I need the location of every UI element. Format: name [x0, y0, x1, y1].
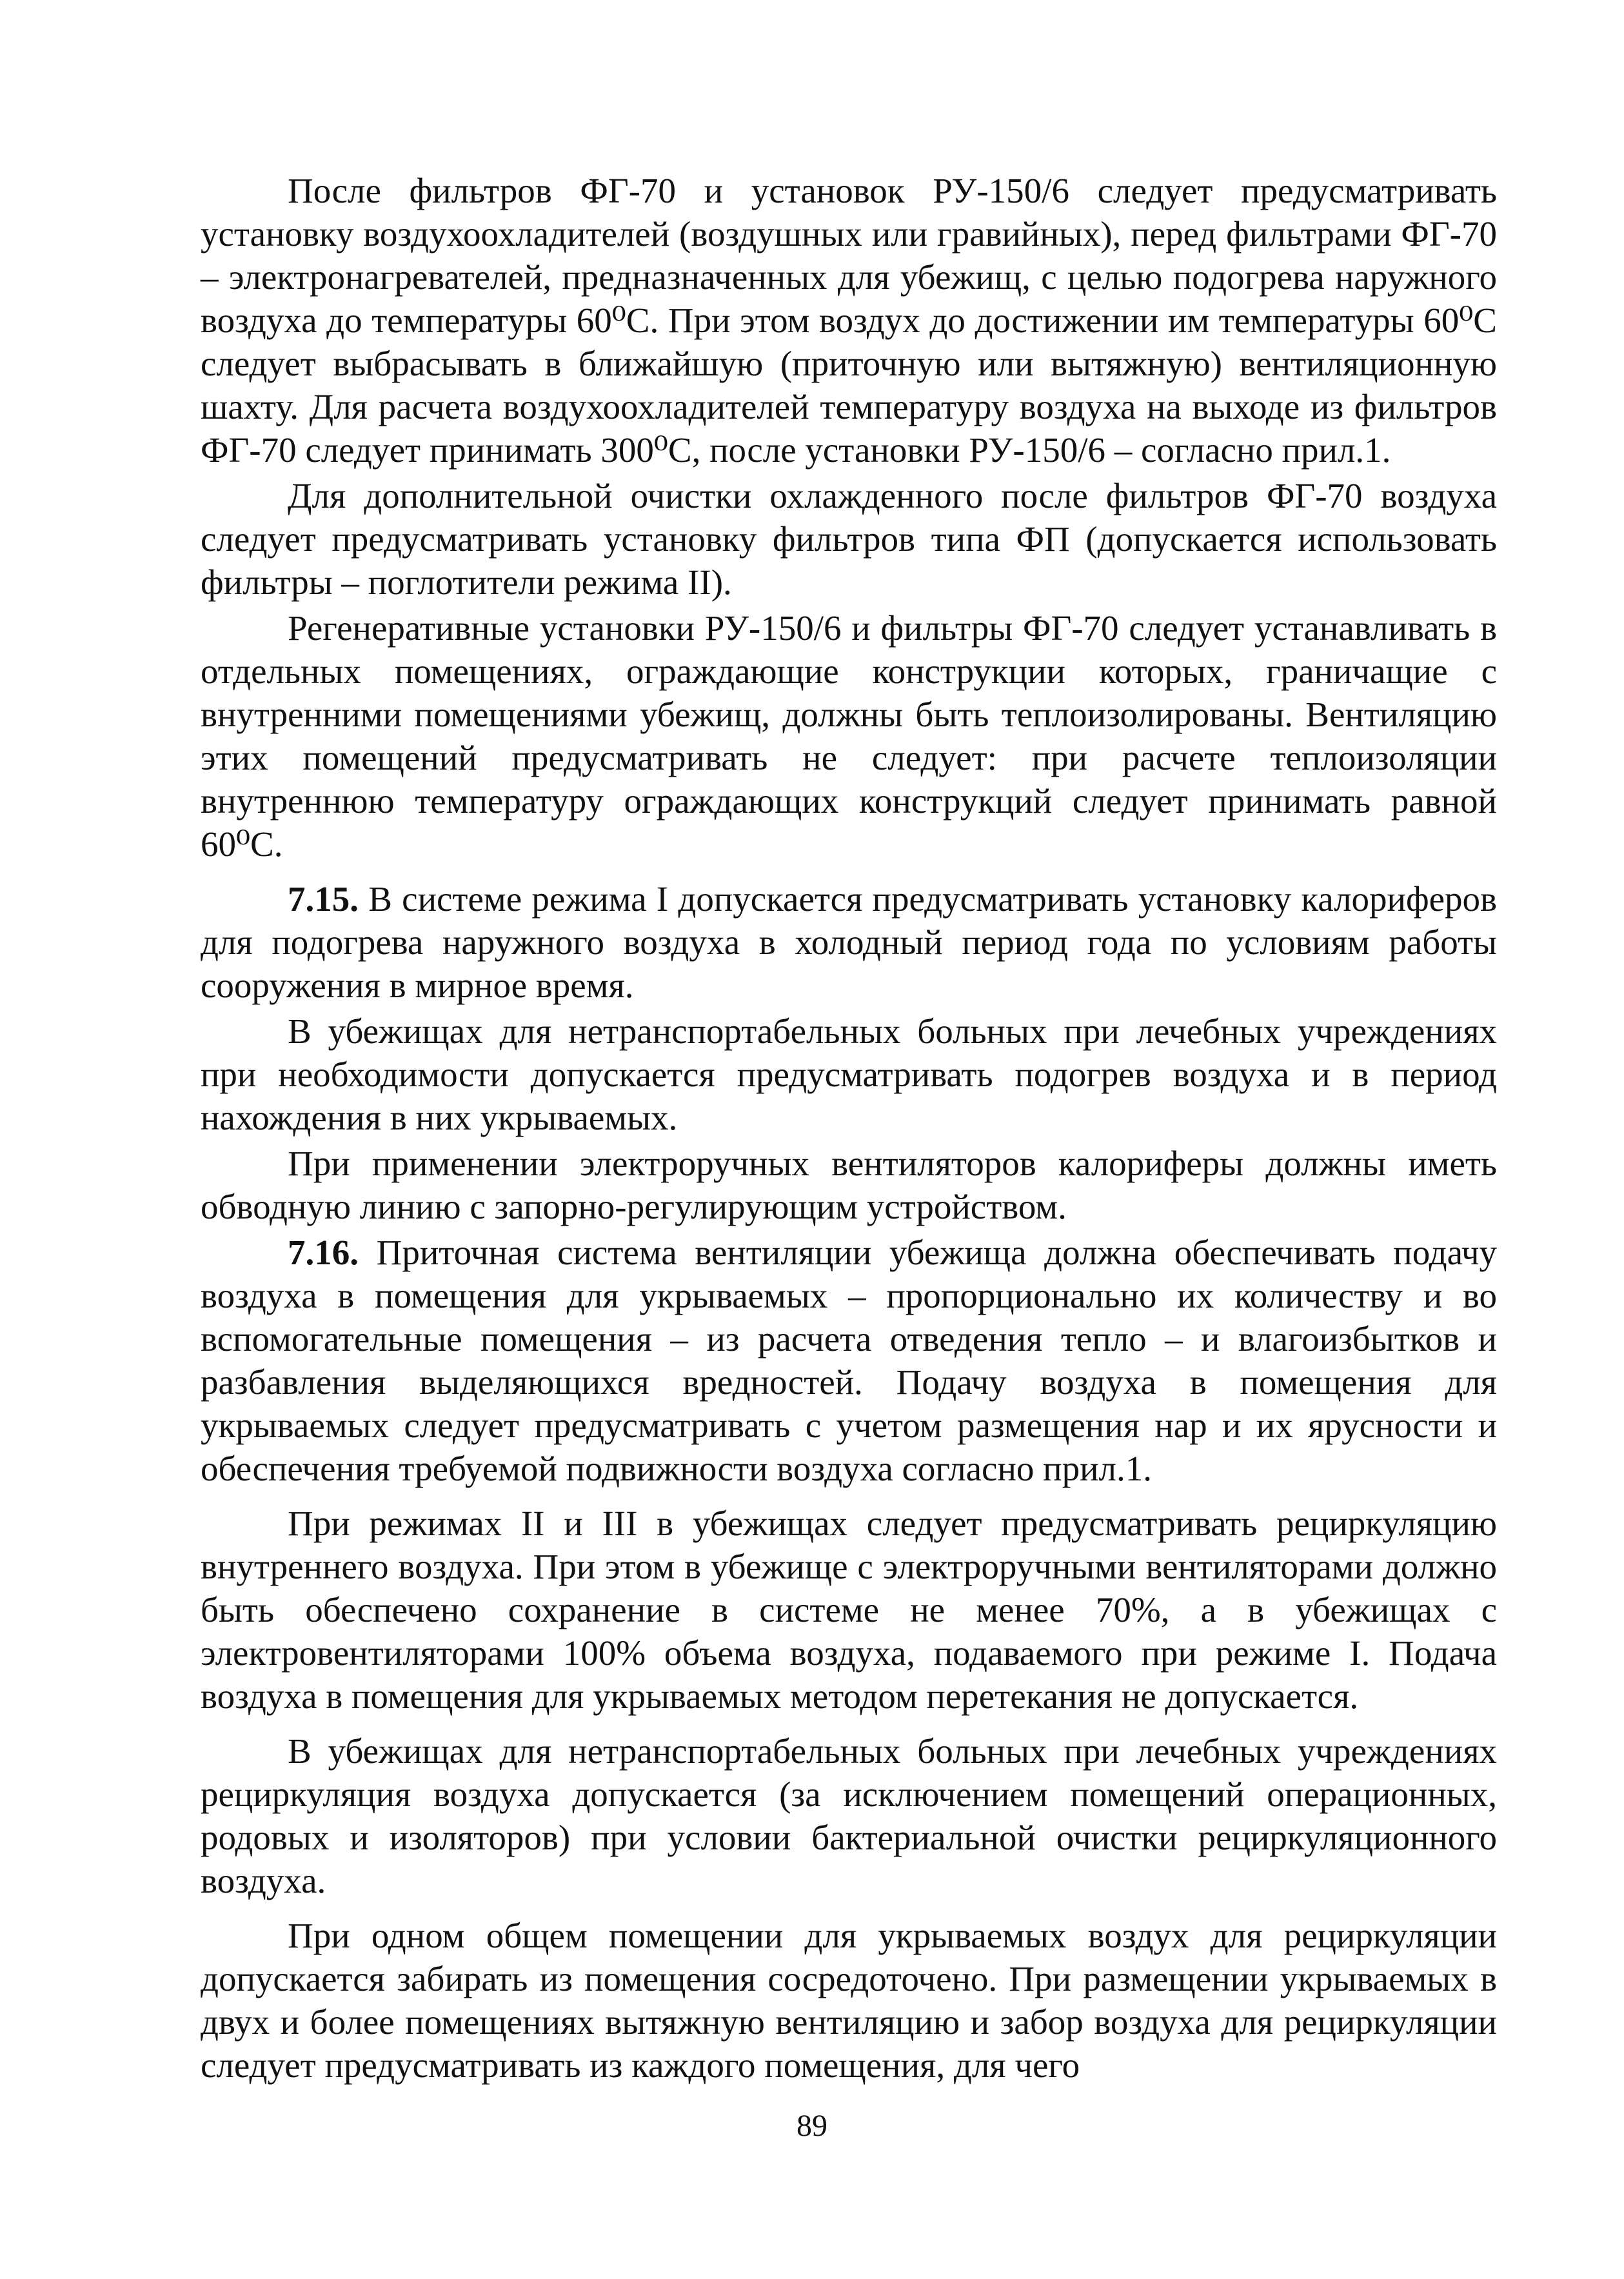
paragraph: [201, 606, 1497, 866]
paragraph: [201, 1914, 1497, 2087]
paragraph: [201, 1729, 1497, 1902]
paragraph: [201, 474, 1497, 604]
paragraph-text: В убежищах для нетранспортабельных больных при лечебных учреждениях рециркуляция воздуха допускается (за исключением помещений операционных, родовых и изоляторов) при условии бактериальной очистки рециркуляционного воздуха.: [201, 1731, 1497, 1900]
paragraph: [201, 1010, 1497, 1139]
paragraph-text: В системе режима I допускается предусматривать установку калориферов для подогрева наружного воздуха в холодный период года по условиям работы сооружения в мирное время.: [201, 879, 1498, 1005]
paragraph-text: Приточная система вентиляции убежища должна обеспечивать подачу воздуха в помещения для укрываемых – пропорционально их количеству и во вспомогательные помещения – из расчета отведения тепло – и влагоизбытков и разбавления выделяющихся вредностей. Подачу воздуха в помещения для укрываемых следует предусматривать с учетом размещения нар и их ярусности и обеспечения требуемой подвижности воздуха согласно прил.1.: [201, 1233, 1497, 1488]
section-paragraph: [201, 877, 1497, 1007]
paragraph-text: Регенеративные установки РУ-150/6 и фильтры ФГ-70 следует устанавливать в отдельных помещениях, ограждающие конструкции которых, граничащие с внутренними помещениями убежищ, должны быть теплоизолированы. Вентиляцию этих помещений предусматривать не следует: при расчете теплоизоляции внутреннюю температуру ограждающих конструкций следует принимать равной 60⁰С.: [201, 608, 1497, 864]
paragraph-text: Для дополнительной очистки охлажденного после фильтров ФГ-70 воздуха следует предусматривать установку фильтров типа ФП (допускается использовать фильтры – поглотители режима II).: [201, 476, 1497, 602]
paragraph-text: При применении электроручных вентиляторов калориферы должны иметь обводную линию с запорно-регулирующим устройством.: [201, 1144, 1497, 1226]
paragraph: [201, 1502, 1497, 1718]
paragraph-text: При режимах II и III в убежищах следует предусматривать рециркуляцию внутреннего воздуха. При этом в убежище с электроручными вентиляторами должно быть обеспечено сохранение в системе не менее 70%, а в убежищах с электровентиляторами 100% объема воздуха, подаваемого при режиме I. Подача воздуха в помещения для укрываемых методом перетекания не допускается.: [201, 1504, 1497, 1716]
section-number: 7.15.: [288, 879, 359, 919]
paragraph-text: После фильтров ФГ-70 и установок РУ-150/6 следует предусматривать установку воздухоохладителей (воздушных или гравийных), перед фильтрами ФГ-70 – электронагревателей, предназначенных для убежищ, с целью подогрева наружного воздуха до температуры 60⁰С. При этом воздух до достижении им температуры 60⁰С следует выбрасывать в ближайшую (приточную или вытяжную) вентиляционную шахту. Для расчета воздухоохладителей температуру воздуха на выходе из фильтров ФГ-70 следует принимать 300⁰С, после установки РУ-150/6 – согласно прил.1.: [201, 171, 1497, 470]
paragraph-text: В убежищах для нетранспортабельных больных при лечебных учреждениях при необходимости допускается предусматривать подогрев воздуха и в период нахождения в них укрываемых.: [201, 1011, 1497, 1137]
section-number: 7.16.: [288, 1233, 359, 1272]
paragraph: [201, 169, 1497, 472]
section-paragraph: [201, 1231, 1497, 1490]
body-text: [201, 169, 1497, 2087]
paragraph: [201, 1142, 1497, 1228]
paragraph-text: При одном общем помещении для укрываемых воздух для рециркуляции допускается забирать из помещения сосредоточено. При размещении укрываемых в двух и более помещениях вытяжную вентиляцию и забор воздуха для рециркуляции следует предусматривать из каждого помещения, для чего: [201, 1916, 1497, 2085]
page-number: 89: [797, 2109, 827, 2143]
